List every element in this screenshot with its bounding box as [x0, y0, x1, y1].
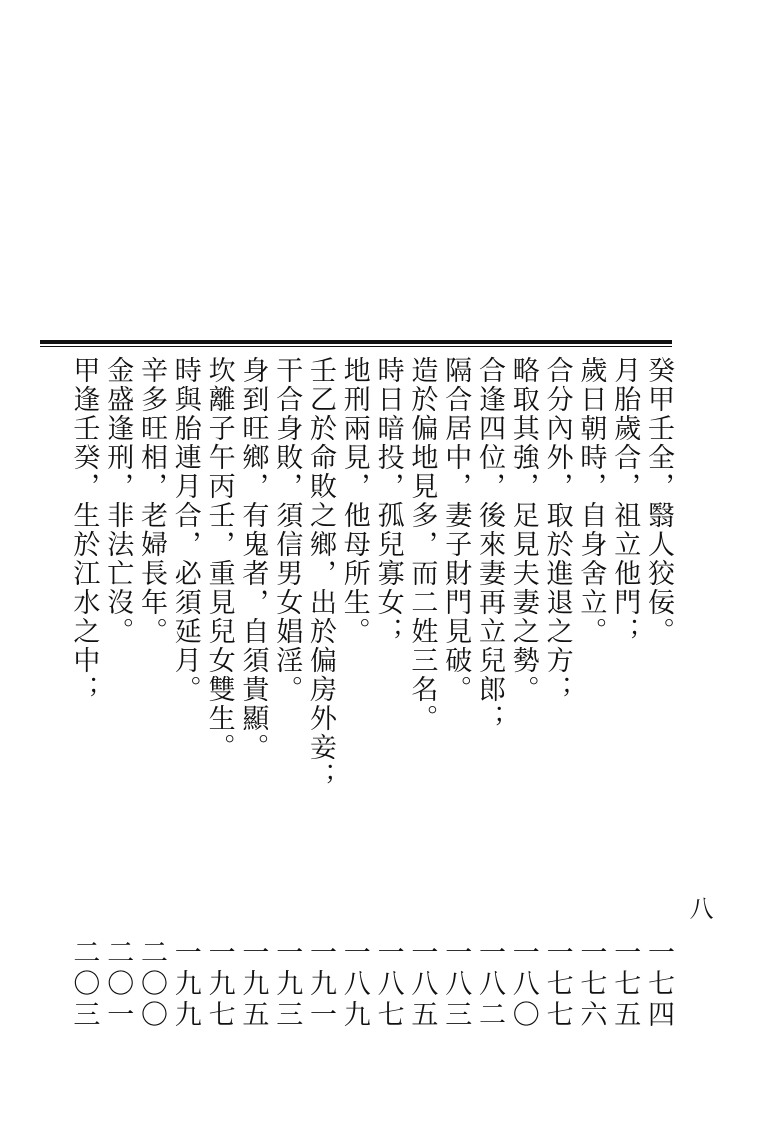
- toc-entry: [167, 356, 203, 1036]
- entry-title: 干合身敗，須信男女娼淫。: [271, 356, 303, 704]
- entry-page: 二〇〇: [136, 938, 167, 1031]
- header-rule-thin: [40, 346, 672, 347]
- entry-page: 一九三: [271, 938, 303, 1031]
- entry-title: 隔合居中，妻子財門見破。: [440, 356, 472, 704]
- toc-entry: [471, 356, 507, 1036]
- entry-page: 一七五: [609, 938, 641, 1031]
- toc-entry: [234, 356, 270, 1036]
- toc-entry: [539, 356, 575, 1036]
- entry-title: 坎離子午丙壬，重見兒女雙生。: [203, 356, 235, 762]
- entry-page: 一八〇: [507, 938, 539, 1031]
- entry-page: 一九七: [203, 938, 235, 1031]
- entry-title: 壬乙於命敗之鄉，出於偏房外妾；: [305, 356, 336, 791]
- toc-entry: [302, 356, 338, 1036]
- entry-title: 合逢四位，後來妻再立兒郎；: [474, 356, 505, 733]
- toc-entry: [370, 356, 406, 1036]
- toc-entry: [268, 356, 304, 1036]
- toc-entry: [133, 356, 169, 1036]
- toc-entry: [505, 356, 541, 1036]
- entry-page: 一八三: [440, 938, 472, 1031]
- entry-page: 二〇一: [102, 938, 134, 1031]
- toc-entry: [572, 356, 608, 1036]
- entry-page: 一九一: [305, 938, 336, 1031]
- header-rule: [40, 340, 672, 344]
- toc-entry: [437, 356, 473, 1036]
- entry-page: 一九九: [169, 938, 201, 1031]
- entry-title: 癸甲壬全，翳人狡佞。: [643, 356, 674, 646]
- entry-title: 身到旺鄉，有鬼者，自須貴顯。: [237, 356, 269, 762]
- toc-entry: [640, 356, 676, 1036]
- toc-entry: [99, 356, 135, 1036]
- toc-entry: [606, 356, 642, 1036]
- page-number: 八: [685, 896, 713, 920]
- entry-page: 一九五: [237, 938, 269, 1031]
- entry-title: 合分內外，取於進退之方；: [541, 356, 573, 704]
- entry-title: 時與胎連月合，必須延月。: [169, 356, 201, 704]
- entry-page: 一八五: [406, 938, 438, 1031]
- entry-title: 造於偏地見多，而二姓三名。: [406, 356, 438, 733]
- entry-page: 一七四: [643, 938, 674, 1031]
- toc-entry: [65, 356, 101, 1036]
- entry-page: 二〇三: [68, 938, 100, 1031]
- entry-title: 略取其強，足見夫妻之勢。: [507, 356, 539, 704]
- entry-page: 一八九: [338, 938, 370, 1031]
- entry-title: 甲逢壬癸，生於江水之中；: [68, 356, 100, 704]
- toc-entry: [403, 356, 439, 1036]
- entry-page: 一八二: [474, 938, 505, 1031]
- toc-entry: [336, 356, 372, 1036]
- toc-entry: [201, 356, 237, 1036]
- entry-title: 金盛逢刑，非法亡沒。: [102, 356, 134, 646]
- entry-page: 一八七: [372, 938, 404, 1031]
- entry-title: 時日暗投，孤兒寡女；: [372, 356, 404, 646]
- entry-title: 月胎歲合，祖立他門；: [609, 356, 641, 646]
- entry-page: 一七七: [541, 938, 573, 1031]
- entry-title: 辛多旺相，老婦長年。: [136, 356, 167, 646]
- entry-title: 歲日朝時，自身舍立。: [575, 356, 607, 646]
- entry-title: 地刑兩見，他母所生。: [338, 356, 370, 646]
- entry-page: 一七六: [575, 938, 607, 1031]
